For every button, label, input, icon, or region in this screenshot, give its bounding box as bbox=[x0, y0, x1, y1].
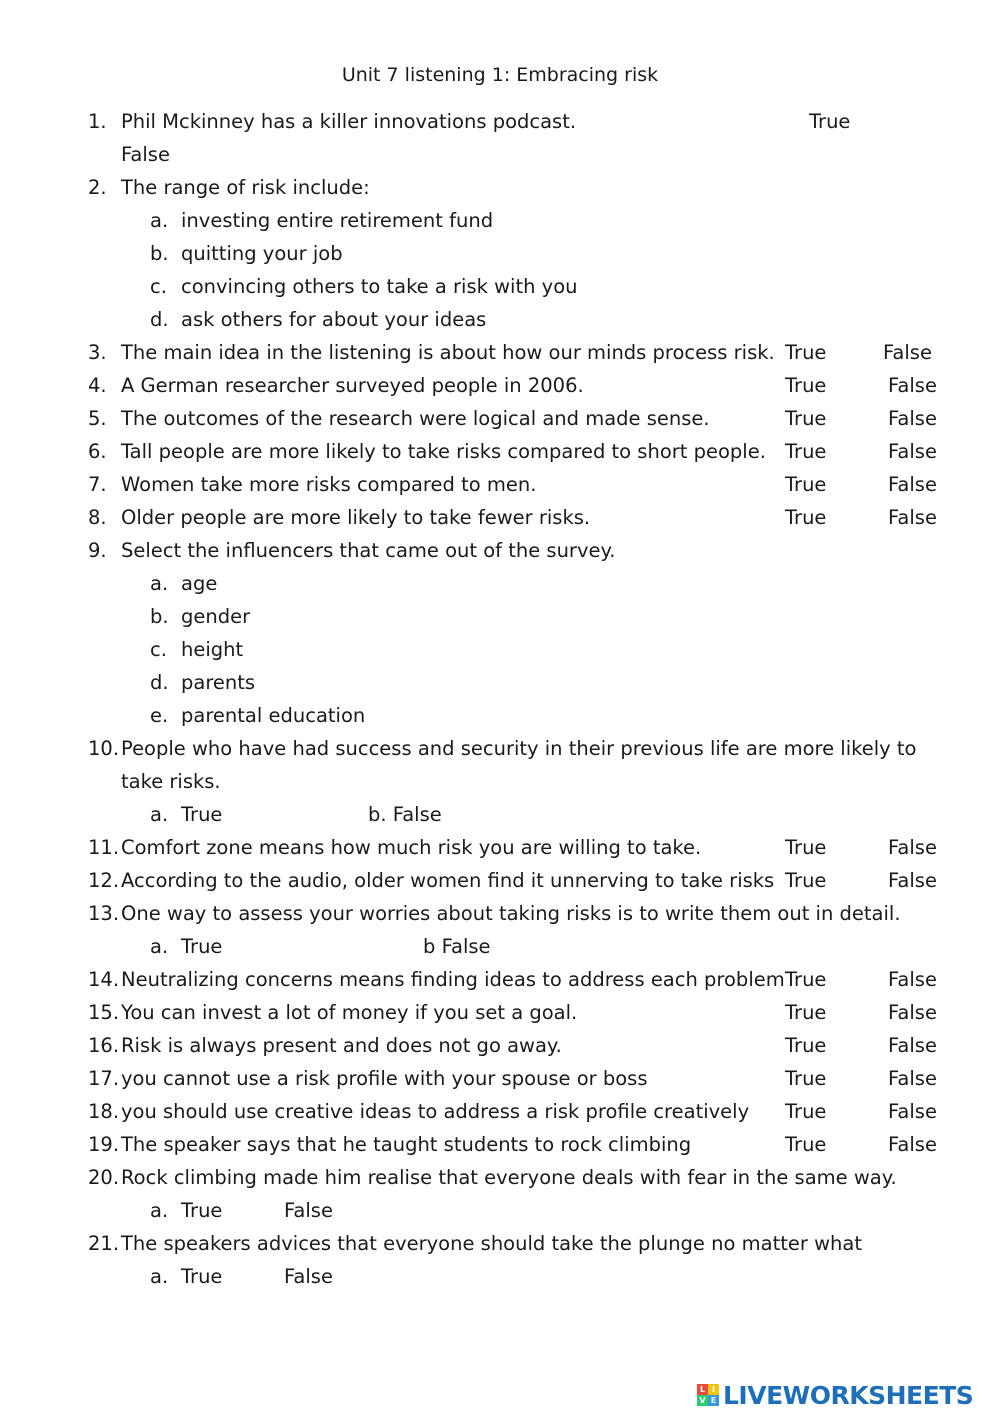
question-number: 19. bbox=[88, 1133, 120, 1156]
choice-text: investing entire retirement fund bbox=[181, 209, 494, 232]
question-number: 11. bbox=[88, 836, 120, 859]
option-true[interactable]: True bbox=[785, 407, 827, 430]
choice-letter: a. bbox=[150, 572, 169, 595]
option-true[interactable]: True bbox=[785, 968, 827, 991]
option-false[interactable]: False bbox=[888, 1034, 937, 1057]
question-text: Risk is always present and does not go away. bbox=[121, 1034, 562, 1057]
option-false[interactable]: False bbox=[888, 374, 937, 397]
option-false[interactable]: False bbox=[883, 341, 932, 364]
question-text: you cannot use a risk profile with your spouse or boss bbox=[121, 1067, 648, 1090]
option-false[interactable]: False bbox=[284, 1199, 333, 1222]
question-number: 14. bbox=[88, 968, 120, 991]
question-number: 2. bbox=[88, 176, 107, 199]
option-false[interactable]: False bbox=[888, 1100, 937, 1123]
choice-letter: d. bbox=[150, 671, 169, 694]
choice-letter: c. bbox=[150, 638, 167, 661]
logo-icon-cell: I bbox=[708, 1384, 719, 1395]
question-text: According to the audio, older women find it unnerving to take risks bbox=[121, 869, 775, 892]
option-false[interactable]: False bbox=[888, 869, 937, 892]
option-true[interactable]: True bbox=[785, 1034, 827, 1057]
question-number: 15. bbox=[88, 1001, 120, 1024]
choice-letter: e. bbox=[150, 704, 169, 727]
option-true[interactable]: True bbox=[785, 836, 827, 859]
choice-letter: a. bbox=[150, 803, 169, 826]
option-false[interactable]: b. False bbox=[368, 803, 442, 826]
question-text: The speaker says that he taught students to rock climbing bbox=[121, 1133, 692, 1156]
option-true[interactable]: True bbox=[785, 869, 827, 892]
question-number: 12. bbox=[88, 869, 120, 892]
option-false[interactable]: False bbox=[888, 440, 937, 463]
question-text: you should use creative ideas to address a risk profile creatively bbox=[121, 1100, 750, 1123]
question-text: One way to assess your worries about taking risks is to write them out in detail. bbox=[121, 902, 901, 925]
logo-icon-cell: E bbox=[708, 1395, 719, 1406]
option-true[interactable]: True bbox=[181, 1199, 223, 1222]
question-number: 16. bbox=[88, 1034, 120, 1057]
option-false[interactable]: False bbox=[888, 473, 937, 496]
question-text: Older people are more likely to take fewer risks. bbox=[121, 506, 591, 529]
choice-letter: a. bbox=[150, 935, 169, 958]
question-text: Select the influencers that came out of the survey. bbox=[121, 539, 616, 562]
choice-text: quitting your job bbox=[181, 242, 343, 265]
question-number: 21. bbox=[88, 1232, 120, 1255]
question-text: A German researcher surveyed people in 2006. bbox=[121, 374, 584, 397]
question-number: 18. bbox=[88, 1100, 120, 1123]
question-number: 20. bbox=[88, 1166, 120, 1189]
option-true[interactable]: True bbox=[785, 1067, 827, 1090]
question-text: The range of risk include: bbox=[121, 176, 370, 199]
option-false[interactable]: False bbox=[121, 143, 170, 166]
question-number: 17. bbox=[88, 1067, 120, 1090]
option-true[interactable]: True bbox=[785, 341, 827, 364]
question-text: Women take more risks compared to men. bbox=[121, 473, 537, 496]
question-text: You can invest a lot of money if you set a goal. bbox=[121, 1001, 578, 1024]
question-text: take risks. bbox=[121, 770, 221, 793]
option-true[interactable]: True bbox=[181, 1265, 223, 1288]
option-false[interactable]: False bbox=[888, 1067, 937, 1090]
option-true[interactable]: True bbox=[785, 440, 827, 463]
question-text: Rock climbing made him realise that everyone deals with fear in the same way. bbox=[121, 1166, 897, 1189]
option-false[interactable]: False bbox=[888, 1133, 937, 1156]
option-false[interactable]: False bbox=[888, 836, 937, 859]
option-false[interactable]: b False bbox=[423, 935, 491, 958]
question-text: Neutralizing concerns means finding ideas to address each problem bbox=[121, 968, 785, 991]
question-number: 10. bbox=[88, 737, 120, 760]
option-false[interactable]: False bbox=[284, 1265, 333, 1288]
liveworksheets-icon bbox=[697, 1384, 719, 1406]
choice-letter: b. bbox=[150, 605, 169, 628]
option-false[interactable]: False bbox=[888, 1001, 937, 1024]
question-text: The speakers advices that everyone should take the plunge no matter what bbox=[121, 1232, 862, 1255]
question-text: Tall people are more likely to take risks compared to short people. bbox=[121, 440, 766, 463]
choice-text: gender bbox=[181, 605, 251, 628]
option-true[interactable]: True bbox=[785, 1133, 827, 1156]
choice-letter: b. bbox=[150, 242, 169, 265]
question-number: 5. bbox=[88, 407, 107, 430]
question-number: 13. bbox=[88, 902, 120, 925]
question-number: 3. bbox=[88, 341, 107, 364]
option-true[interactable]: True bbox=[785, 1100, 827, 1123]
option-true[interactable]: True bbox=[785, 1001, 827, 1024]
choice-text: ask others for about your ideas bbox=[181, 308, 487, 331]
option-false[interactable]: False bbox=[888, 506, 937, 529]
option-false[interactable]: False bbox=[888, 407, 937, 430]
question-number: 6. bbox=[88, 440, 107, 463]
choice-letter: a. bbox=[150, 209, 169, 232]
choice-text: age bbox=[181, 572, 218, 595]
question-number: 4. bbox=[88, 374, 107, 397]
liveworksheets-logo bbox=[697, 1378, 973, 1412]
question-text: Phil Mckinney has a killer innovations podcast. bbox=[121, 110, 577, 133]
question-text: Comfort zone means how much risk you are willing to take. bbox=[121, 836, 702, 859]
choice-letter: c. bbox=[150, 275, 167, 298]
choice-text: convincing others to take a risk with you bbox=[181, 275, 578, 298]
question-text: People who have had success and security in their previous life are more likely to bbox=[121, 737, 917, 760]
choice-letter: d. bbox=[150, 308, 169, 331]
question-text: The outcomes of the research were logical and made sense. bbox=[121, 407, 710, 430]
option-true[interactable]: True bbox=[181, 803, 223, 826]
option-true[interactable]: True bbox=[809, 110, 851, 133]
question-number: 7. bbox=[88, 473, 107, 496]
logo-icon-cell: L bbox=[697, 1384, 708, 1395]
question-text: The main idea in the listening is about how our minds process risk. bbox=[121, 341, 775, 364]
option-false[interactable]: False bbox=[888, 968, 937, 991]
question-number: 9. bbox=[88, 539, 107, 562]
worksheet-title: Unit 7 listening 1: Embracing risk bbox=[341, 64, 659, 86]
choice-text: parental education bbox=[181, 704, 366, 727]
option-true[interactable]: True bbox=[181, 935, 223, 958]
question-number: 8. bbox=[88, 506, 107, 529]
choice-letter: a. bbox=[150, 1265, 169, 1288]
option-true[interactable]: True bbox=[785, 473, 827, 496]
question-number: 1. bbox=[88, 110, 107, 133]
logo-text: LIVEWORKSHEETS bbox=[723, 1380, 974, 1410]
choice-text: parents bbox=[181, 671, 256, 694]
option-true[interactable]: True bbox=[785, 374, 827, 397]
logo-icon-cell: V bbox=[697, 1395, 708, 1406]
option-true[interactable]: True bbox=[785, 506, 827, 529]
choice-letter: a. bbox=[150, 1199, 169, 1222]
choice-text: height bbox=[181, 638, 244, 661]
